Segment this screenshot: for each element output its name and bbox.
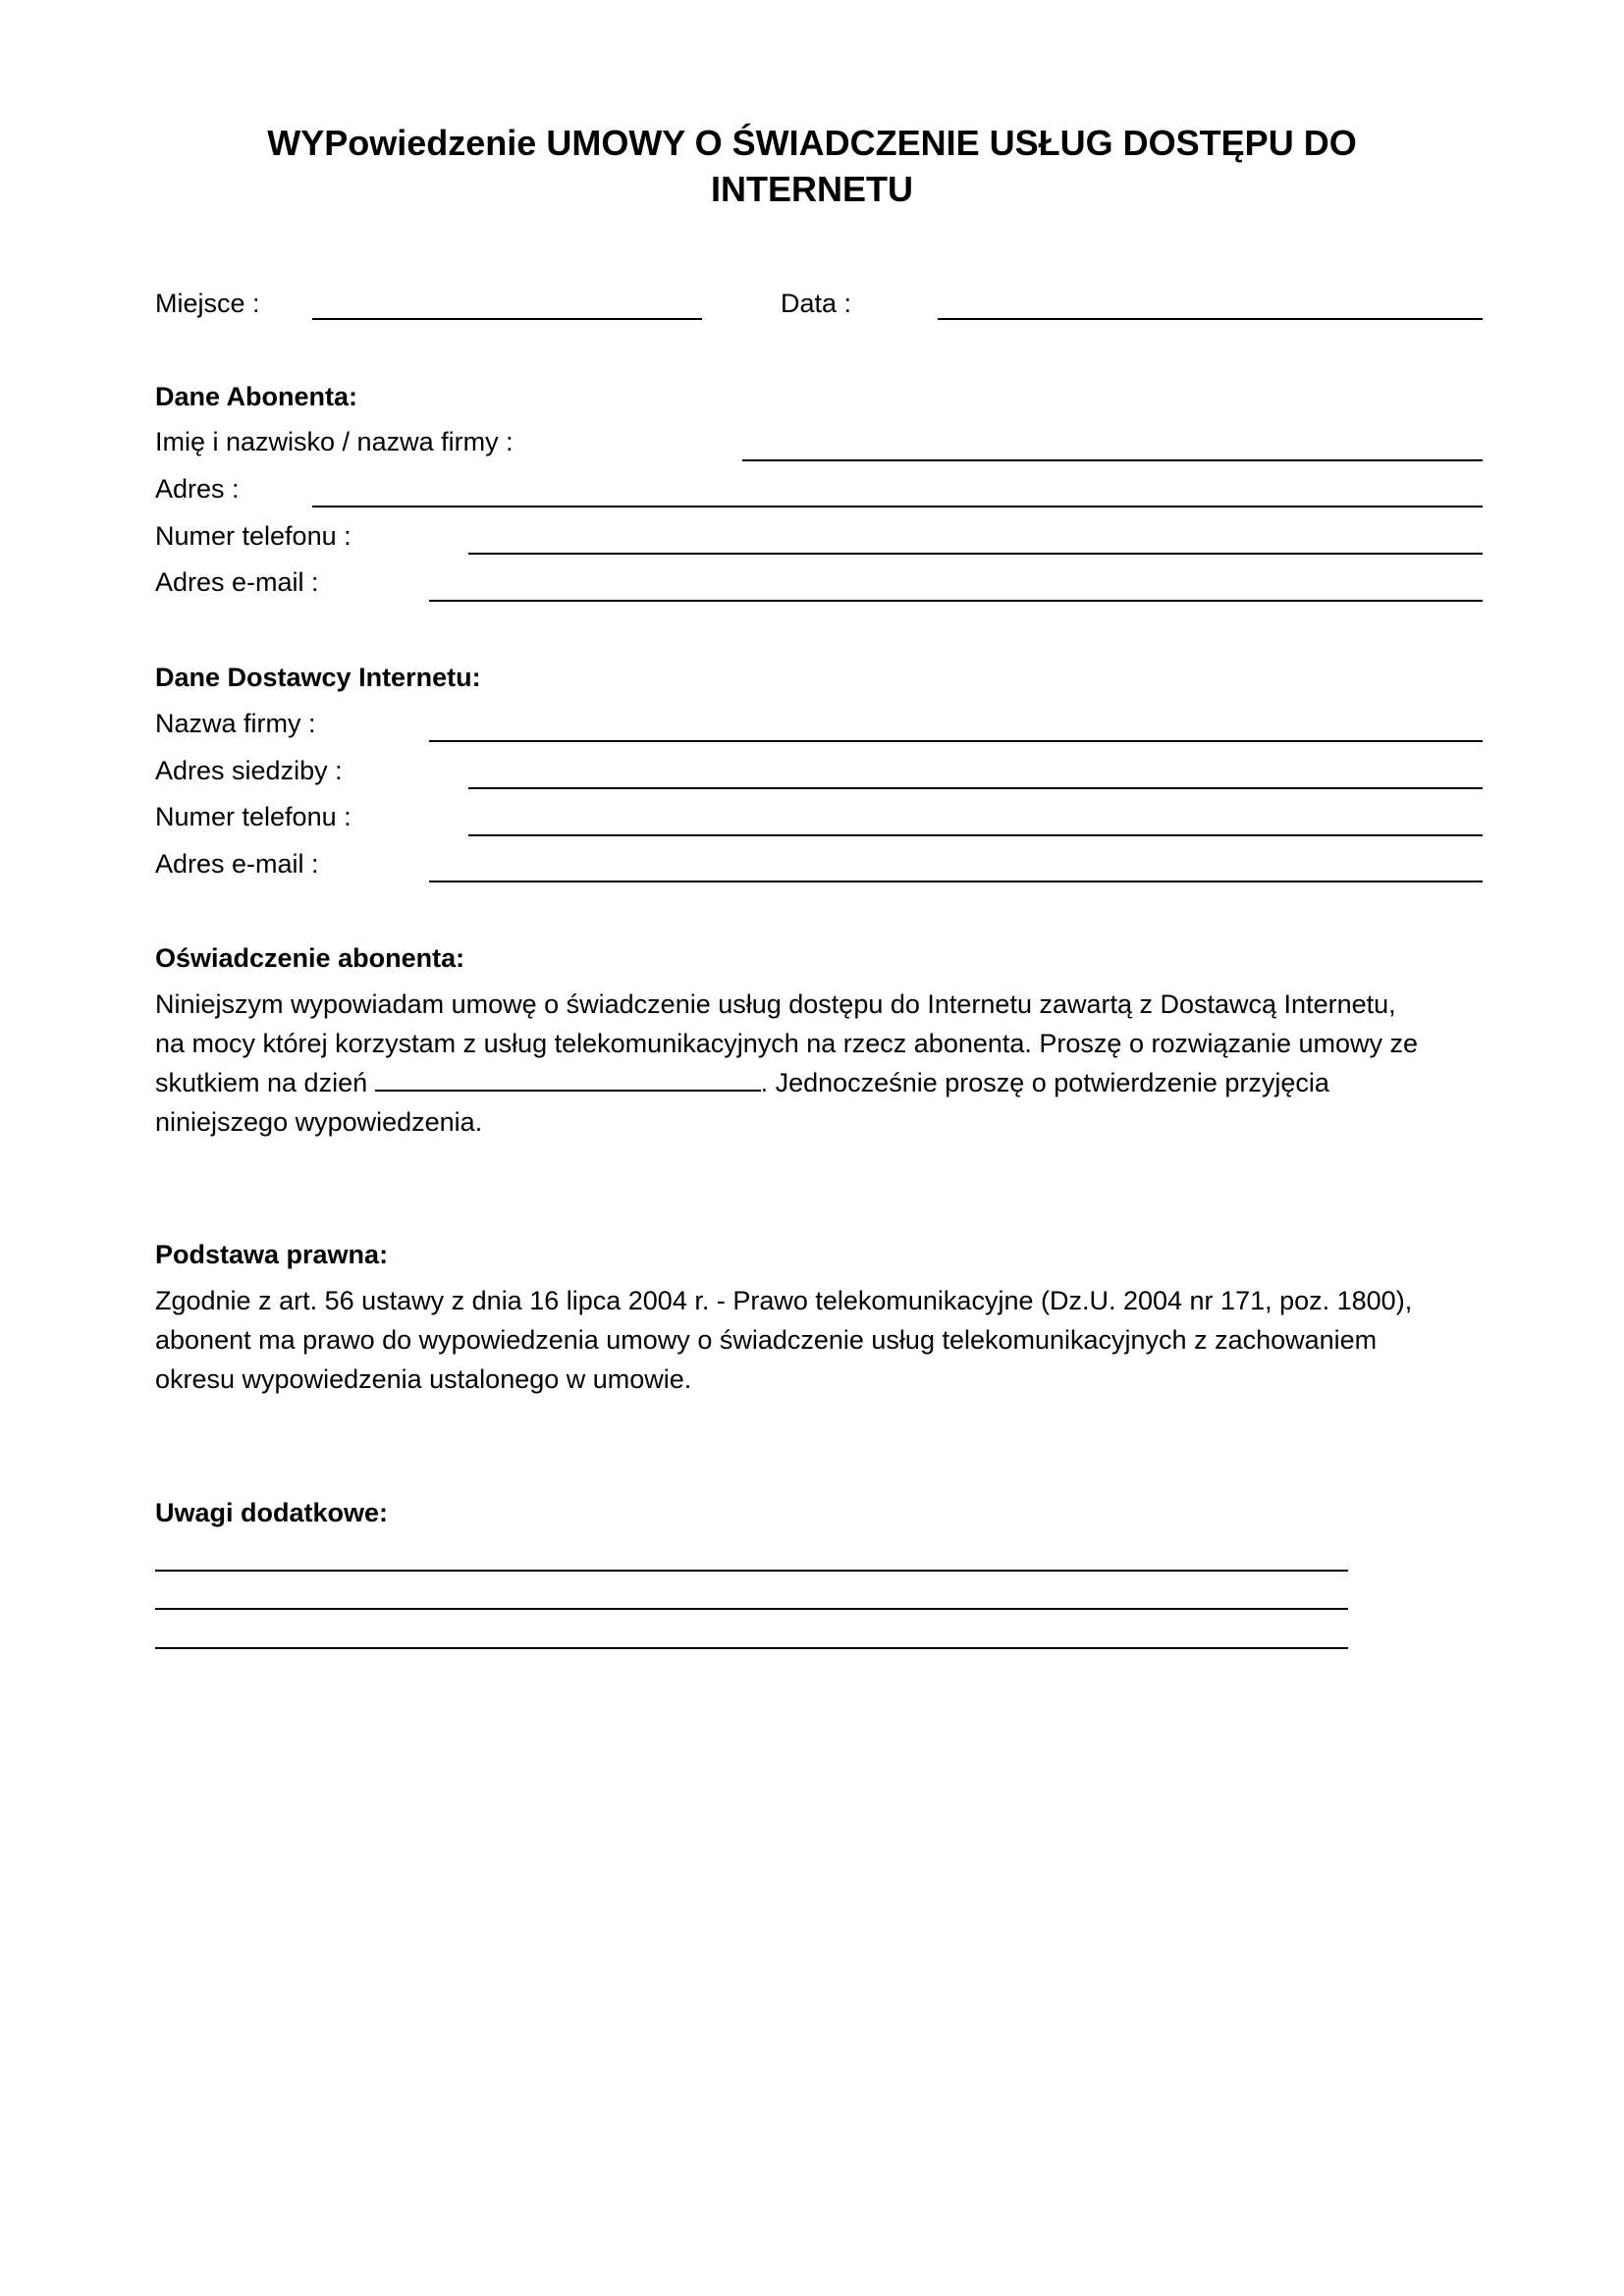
subscriber-heading: Dane Abonenta: [155,382,358,411]
date-field[interactable] [938,318,1483,320]
subscriber-name-label: Imię i nazwisko / nazwa firmy : [155,427,514,456]
provider-email-label: Adres e-mail : [155,849,319,879]
subscriber-email-field[interactable] [429,600,1483,602]
legal-basis-line: Zgodnie z art. 56 ustawy z dnia 16 lipca 2004 r. - Prawo telekomunikacyjne (Dz.U. 2004 nr 171, poz. 1800), [155,1286,1413,1315]
subscriber-phone-field[interactable] [468,553,1483,555]
statement-line: Niniejszym wypowiadam umowę o świadczenie usług dostępu do Internetu zawartą z Dostawcą Internetu, [155,989,1396,1019]
statement-line-start: skutkiem na dzień [155,1068,375,1097]
remarks-line-2[interactable] [155,1608,1348,1610]
provider-phone-label: Numer telefonu : [155,802,352,831]
subscriber-address-label: Adres : [155,474,240,504]
statement-line: na mocy której korzystam z usług telekomunikacyjnych na rzecz abonenta. Proszę o rozwiązanie umowy ze [155,1029,1419,1058]
provider-phone-field[interactable] [468,834,1483,836]
subscriber-address-field[interactable] [312,506,1483,507]
provider-heading: Dane Dostawcy Internetu: [155,663,481,692]
remarks-heading: Uwagi dodatkowe: [155,1498,389,1527]
subscriber-email-label: Adres e-mail : [155,567,319,597]
legal-basis-heading: Podstawa prawna: [155,1240,389,1269]
legal-basis-line: okresu wypowiedzenia ustalonego w umowie. [155,1364,692,1394]
place-field[interactable] [312,318,702,320]
remarks-line-3[interactable] [155,1647,1348,1649]
document-title-line1: WYPowiedzenie UMOWY O ŚWIADCZENIE USŁUG DOSTĘPU DO [267,123,1357,163]
provider-company-label: Nazwa firmy : [155,709,316,738]
statement-line [155,1063,1490,1102]
termination-date-field[interactable] [375,1089,761,1092]
document-title-line2: INTERNETU [711,169,913,209]
subscriber-name-field[interactable] [742,459,1483,461]
remarks-line-1[interactable] [155,1570,1348,1572]
provider-hq-label: Adres siedziby : [155,756,343,785]
place-label: Miejsce : [155,289,260,318]
provider-hq-field[interactable] [468,787,1483,789]
legal-basis-line: abonent ma prawo do wypowiedzenia umowy o świadczenie usług telekomunikacyjnych z zachowaniem [155,1325,1378,1355]
legal-basis-paragraph [155,1281,1490,1399]
provider-email-field[interactable] [429,881,1483,882]
statement-line-end: . Jednocześnie proszę o potwierdzenie przyjęcia [760,1068,1329,1097]
statement-line: niniejszego wypowiedzenia. [155,1107,483,1137]
statement-paragraph [155,985,1490,1142]
statement-heading: Oświadczenie abonenta: [155,943,465,973]
provider-company-field[interactable] [429,740,1483,742]
date-label: Data : [781,289,852,318]
subscriber-phone-label: Numer telefonu : [155,521,352,551]
